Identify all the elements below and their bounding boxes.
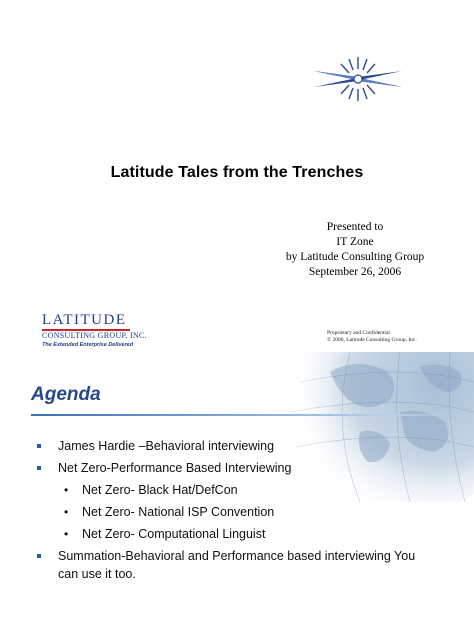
bullet-dot-icon: •: [64, 527, 69, 541]
bullet-dot-icon: •: [64, 505, 69, 519]
agenda-item: Net Zero-Performance Based Interviewing: [58, 461, 292, 475]
brand-name: LATITUDE: [42, 312, 127, 328]
presented-line: September 26, 2006: [308, 266, 402, 278]
confidential-line: Proprietary and Confidential: [327, 330, 390, 336]
agenda-subitem: Net Zero- Black Hat/DefCon: [82, 483, 238, 497]
brand-tagline: The Extended Enterprise Delivered: [42, 342, 134, 348]
compass-star-icon: [310, 52, 406, 106]
agenda-subitem: Net Zero- Computational Linguist: [82, 527, 266, 541]
latitude-logo: [42, 312, 147, 349]
agenda-subitem: Net Zero- National ISP Convention: [82, 505, 275, 519]
agenda-heading: Agenda: [31, 384, 101, 405]
agenda-slide: [0, 352, 474, 632]
presented-line: IT Zone: [336, 236, 374, 248]
confidential-line: © 2006, Latitude Consulting Group, Inc.: [327, 337, 417, 343]
brand-subtitle: CONSULTING GROUP, INC.: [42, 331, 147, 340]
presented-line: Presented to: [326, 221, 384, 233]
agenda-item: James Hardie –Behavioral interviewing: [58, 439, 275, 453]
agenda-item: Summation-Behavioral and Performance based interviewing You: [58, 549, 416, 563]
slide-title: Latitude Tales from the Trenches: [110, 164, 364, 181]
agenda-item-continuation: can use it too.: [58, 567, 136, 581]
bullet-square-icon: [37, 466, 41, 470]
bullet-dot-icon: •: [64, 483, 69, 497]
globe-map-icon: [260, 352, 474, 502]
presented-block: [255, 220, 455, 280]
bullet-square-icon: [37, 554, 41, 558]
presented-line: by Latitude Consulting Group: [285, 251, 425, 263]
confidential-notice: [327, 330, 417, 344]
bullet-square-icon: [37, 444, 41, 448]
heading-divider: [31, 414, 474, 416]
